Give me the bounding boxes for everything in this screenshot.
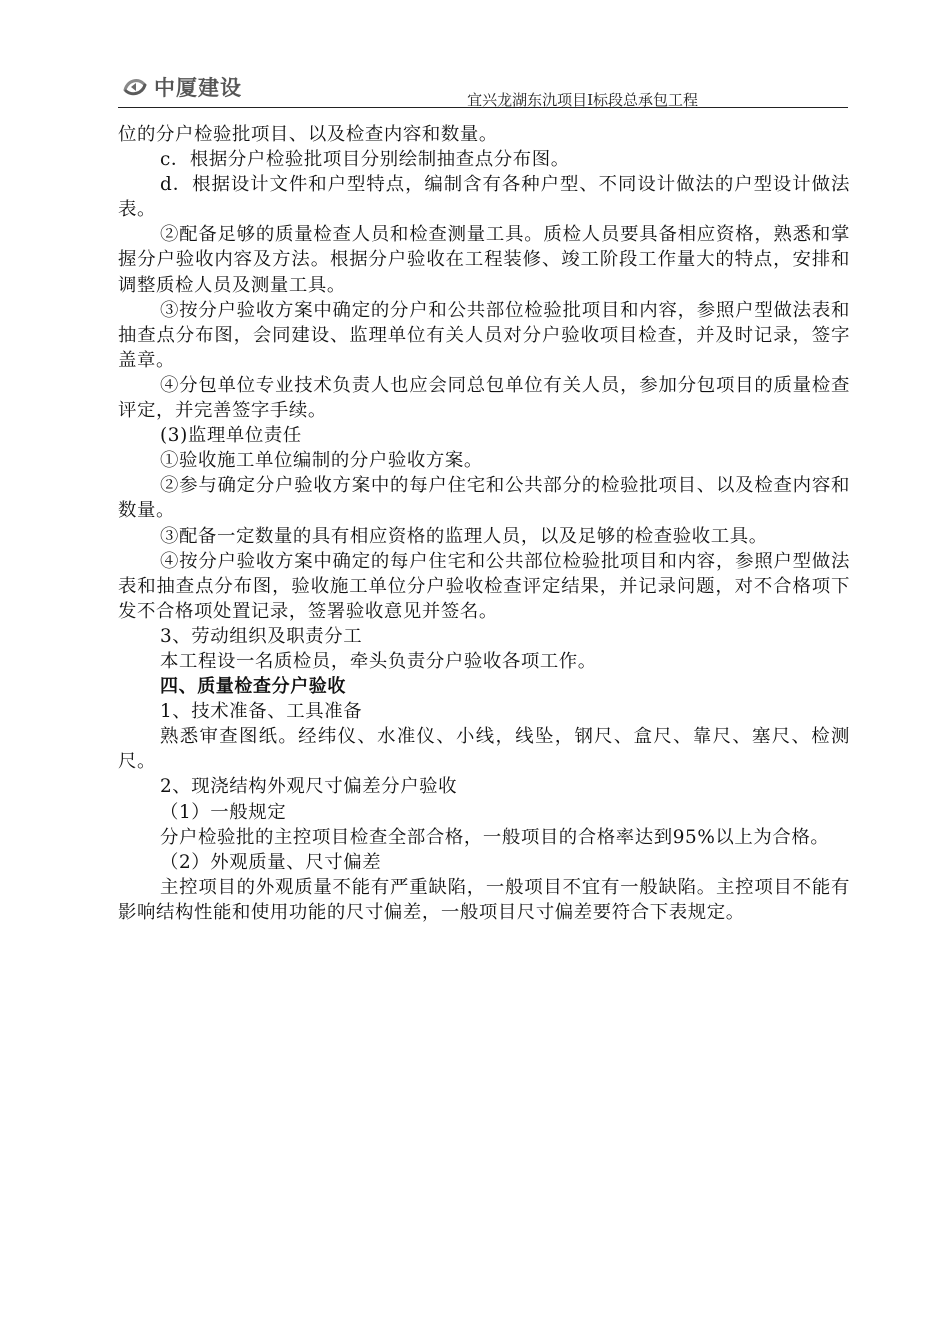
body-paragraph: (3)监理单位责任 (160, 425, 302, 447)
body-paragraph: 3、劳动组织及职责分工 (160, 625, 363, 647)
company-logo (122, 72, 242, 102)
body-text (118, 122, 850, 925)
body-paragraph: d．根据设计文件和户型特点，编制含有各种户型、不同设计做法的户型设计做法表。 (118, 174, 850, 221)
logo-text: 中厦建设 (154, 76, 242, 100)
body-paragraph: ①验收施工单位编制的分户验收方案。 (160, 450, 483, 472)
body-paragraph: （1）一般规定 (160, 801, 287, 823)
body-paragraph: 位的分户检验批项目、以及检查内容和数量。 (118, 124, 498, 145)
body-paragraph: 分户检验批的主控项目检查全部合格，一般项目的合格率达到95%以上为合格。 (160, 826, 830, 848)
logo-swirl-icon (122, 76, 148, 98)
body-paragraph: ④按分户验收方案中确定的每户住宅和公共部位检验批项目和内容，参照户型做法表和抽查点分布图，验收施工单位分户验收检查评定结果，并记录问题，对不合格项下发不合格项处置记录，签署验收意见并签名。 (118, 550, 850, 622)
section-heading: 四、质量检查分户验收 (160, 676, 346, 698)
body-paragraph: （2）外观质量、尺寸偏差 (160, 851, 382, 873)
body-paragraph: c．根据分户检验批项目分别绘制抽查点分布图。 (160, 149, 570, 171)
body-paragraph: ③按分户验收方案中确定的分户和公共部位检验批项目和内容，参照户型做法表和抽查点分布图，会同建设、监理单位有关人员对分户验收项目检查，并及时记录，签字盖章。 (118, 299, 850, 371)
body-paragraph: 本工程设一名质检员，牵头负责分户验收各项工作。 (160, 650, 597, 672)
header-divider (118, 107, 848, 108)
body-paragraph: ④分包单位专业技术负责人也应会同总包单位有关人员，参加分包项目的质量检查评定，并完善签字手续。 (118, 374, 850, 422)
body-paragraph: ②配备足够的质量检查人员和检查测量工具。质检人员要具备相应资格，熟悉和掌握分户验收内容及方法。根据分户验收在工程装修、竣工阶段工作量大的特点，安排和调整质检人员及测量工具。 (118, 224, 850, 296)
body-paragraph: 主控项目的外观质量不能有严重缺陷，一般项目不宜有一般缺陷。主控项目不能有影响结构性能和使用功能的尺寸偏差，一般项目尺寸偏差要符合下表规定。 (118, 876, 850, 923)
body-paragraph: 熟悉审查图纸。经纬仪、水准仪、小线，线坠，钢尺、盒尺、靠尺、塞尺、检测尺。 (118, 726, 850, 773)
body-paragraph: 1、技术准备、工具准备 (160, 701, 363, 723)
body-paragraph: 2、现浇结构外观尺寸偏差分户验收 (160, 776, 458, 798)
body-paragraph: ③配备一定数量的具有相应资格的监理人员，以及足够的检查验收工具。 (160, 525, 768, 547)
body-paragraph: ②参与确定分户验收方案中的每户住宅和公共部分的检验批项目、以及检查内容和数量。 (118, 475, 850, 522)
page-header (118, 72, 848, 108)
header-project-title: 宜兴龙湖东氿项目Ⅰ标段总承包工程 (467, 91, 698, 109)
